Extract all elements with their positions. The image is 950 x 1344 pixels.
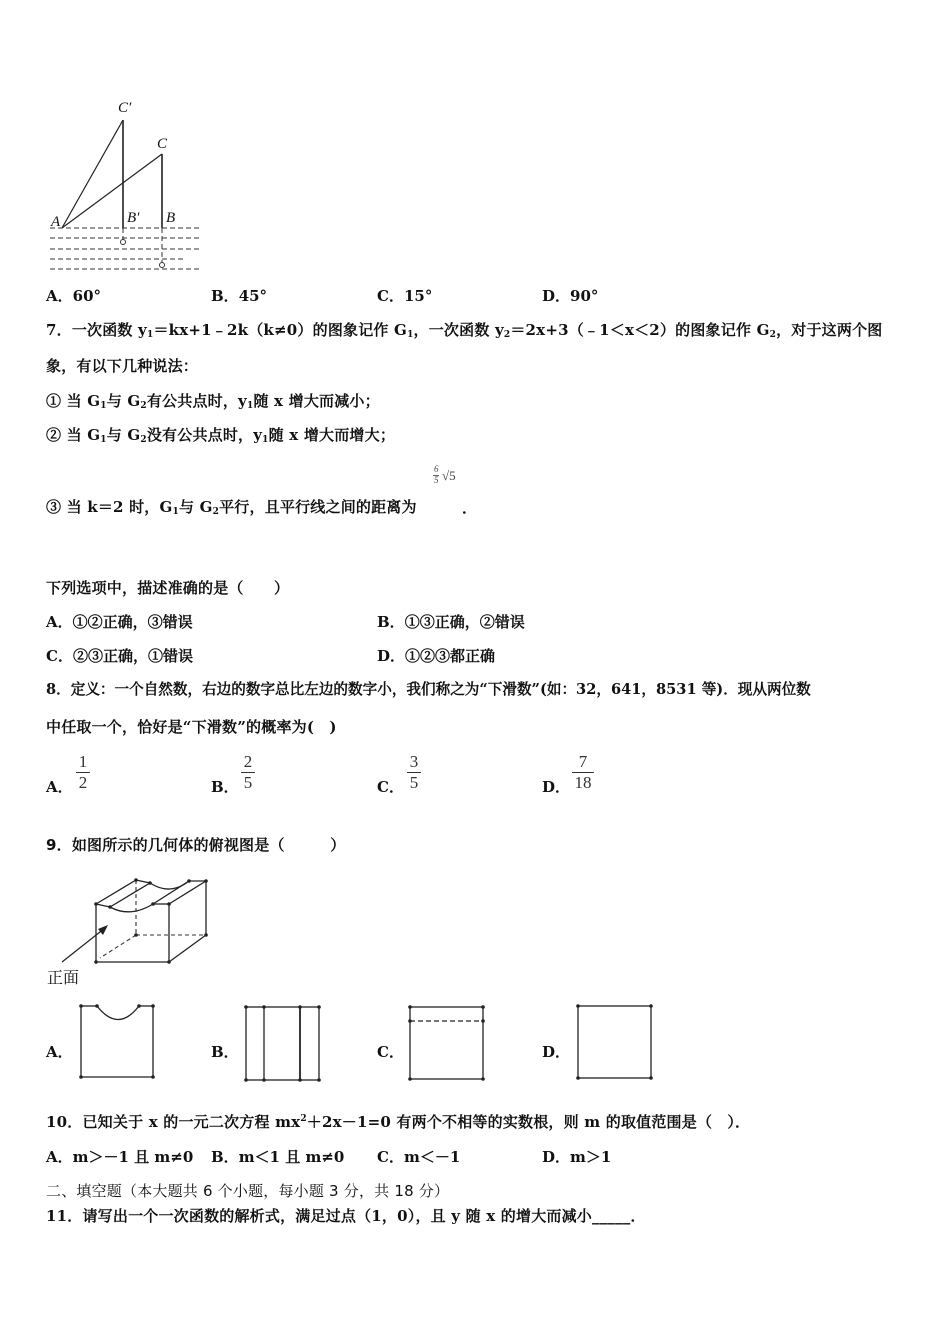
- option-text: ②③正确，①错误: [72, 647, 193, 665]
- subscript: 1: [246, 401, 254, 411]
- option-letter: B．: [211, 778, 239, 796]
- option-letter: A．: [46, 1043, 73, 1061]
- subscript: 2: [503, 330, 511, 340]
- q7-statement-3-end: ．: [462, 499, 478, 517]
- option-letter: C．: [377, 1148, 404, 1166]
- option-letter: A．: [46, 287, 73, 305]
- text: ＋2x－1=0 有两个不相等的实数根，则 m 的取值范围是（ ）．: [306, 1113, 751, 1131]
- text: ，对于这两个图: [776, 321, 883, 339]
- option-letter: D．: [542, 778, 571, 796]
- q11-stem: 11．请写出一个一次函数的解析式，满足过点（1，0），且 y 随 x 的增大而减小: [46, 1207, 592, 1225]
- option-text: 60°: [72, 287, 102, 305]
- option-letter: D．: [377, 647, 406, 665]
- label-b: B: [166, 210, 176, 226]
- option-text: ①③正确，②错误: [404, 613, 525, 631]
- option-text: m＜1 且 m≠0: [238, 1148, 345, 1166]
- text: ＝kx+1﹣2k（k≠0）的图象记作 G: [153, 321, 408, 339]
- option-letter: B．: [211, 1043, 239, 1061]
- text: ，一次函数 y: [413, 321, 504, 339]
- option-letter: D．: [542, 287, 571, 305]
- option-letter: D．: [542, 1148, 571, 1166]
- q7-stem-line-2: 象，有以下几种说法：: [46, 357, 199, 375]
- option-text: 90°: [570, 287, 599, 305]
- option-letter: B．: [377, 613, 405, 631]
- numerator: 1: [78, 752, 88, 771]
- option-letter: A．: [46, 613, 73, 631]
- option-letter: D．: [542, 1043, 571, 1061]
- section-2-heading: 二、填空题（本大题共 6 个小题，每小题 3 分，共 18 分）: [46, 1182, 450, 1200]
- q8-stem-line-1: 8．定义：一个自然数，右边的数字总比左边的数字小，我们称之为“下滑数”(如：32，641，8531 等)．现从两位数: [46, 681, 811, 698]
- subscript: 1: [262, 435, 269, 445]
- text: 10．已知关于 x 的一元二次方程 mx: [46, 1113, 301, 1131]
- numerator: 7: [578, 752, 588, 771]
- top-view-with-arc: [78, 1003, 158, 1083]
- subscript: 1: [407, 330, 414, 340]
- denominator: 2: [78, 773, 88, 792]
- option-text: m＜－1: [403, 1148, 461, 1166]
- q10-option-a[interactable]: [46, 1147, 193, 1167]
- q10-option-b[interactable]: [211, 1147, 344, 1167]
- superscript: 2: [300, 1114, 307, 1124]
- text: 7．一次函数 y: [46, 321, 147, 339]
- q7-prompt: 下列选项中，描述准确的是（ ）: [46, 579, 290, 597]
- text: 与 G: [106, 392, 141, 410]
- label-c-prime: C′: [118, 100, 132, 116]
- question-11: [46, 1206, 646, 1226]
- subscript: 1: [172, 507, 179, 517]
- numerator: 2: [243, 752, 253, 771]
- text: 与 G: [178, 498, 213, 516]
- denominator: 5: [243, 773, 253, 792]
- q9-stem: 9．如图所示的几何体的俯视图是（ ）: [46, 836, 346, 854]
- top-view-with-dashed-line: [408, 1005, 488, 1085]
- option-text: m＞1: [570, 1148, 612, 1166]
- text: ．: [630, 1207, 646, 1225]
- text: 平行，且平行线之间的距离为: [219, 498, 417, 516]
- text: 与 G: [106, 426, 141, 444]
- text: ② 当 G: [46, 426, 101, 444]
- option-letter: C．: [377, 778, 404, 796]
- option-letter: B．: [211, 1148, 239, 1166]
- option-letter: A．: [46, 1148, 73, 1166]
- option-text: 15°: [403, 287, 433, 305]
- label-a: A: [51, 214, 61, 230]
- text: ＝2x+3（﹣1＜x＜2）的图象记作 G: [510, 321, 770, 339]
- text: ③ 当 k＝2 时，G: [46, 498, 173, 516]
- option-text: ①②③都正确: [405, 647, 496, 665]
- answer-blank[interactable]: _____: [592, 1207, 631, 1225]
- option-letter: A．: [46, 778, 73, 796]
- subscript: 2: [140, 401, 147, 411]
- option-text: ①②正确，③错误: [72, 613, 193, 631]
- label-c: C: [157, 136, 168, 152]
- option-letter: B．: [211, 287, 239, 305]
- option-text: 45°: [238, 287, 268, 305]
- subscript: 2: [140, 435, 147, 445]
- text: 随 x 增大而减小；: [253, 392, 380, 410]
- formula-numerator: 6: [434, 464, 439, 474]
- option-letter: C．: [46, 647, 73, 665]
- denominator: 18: [574, 773, 592, 792]
- top-view-plain-square: [576, 1004, 656, 1084]
- text: ① 当 G: [46, 392, 101, 410]
- subscript: 2: [769, 330, 777, 340]
- denominator: 5: [409, 773, 419, 792]
- subscript: 2: [212, 507, 220, 517]
- q8-stem-line-2: 中任取一个，恰好是“下滑数”的概率为( ): [46, 718, 337, 736]
- q10-option-c[interactable]: [377, 1147, 460, 1167]
- label-b-prime: B′: [127, 210, 140, 226]
- option-letter: C．: [377, 1043, 404, 1061]
- subscript: 1: [146, 330, 154, 340]
- formula-root: √5: [442, 468, 456, 483]
- numerator: 3: [409, 752, 419, 771]
- text: 有公共点时，y: [146, 392, 247, 410]
- text: 没有公共点时，y: [146, 426, 263, 444]
- q10-option-d[interactable]: [542, 1147, 611, 1167]
- q10-stem: [46, 1112, 750, 1132]
- q9-front-label: 正面: [47, 968, 80, 987]
- text: 随 x 增大而增大；: [268, 426, 396, 444]
- option-letter: C．: [377, 287, 404, 305]
- subscript: 1: [100, 435, 107, 445]
- formula-denominator: 5: [434, 475, 439, 485]
- top-view-with-vertical-lines: [243, 1005, 323, 1085]
- subscript: 1: [100, 401, 107, 411]
- option-text: m＞－1 且 m≠0: [72, 1148, 194, 1166]
